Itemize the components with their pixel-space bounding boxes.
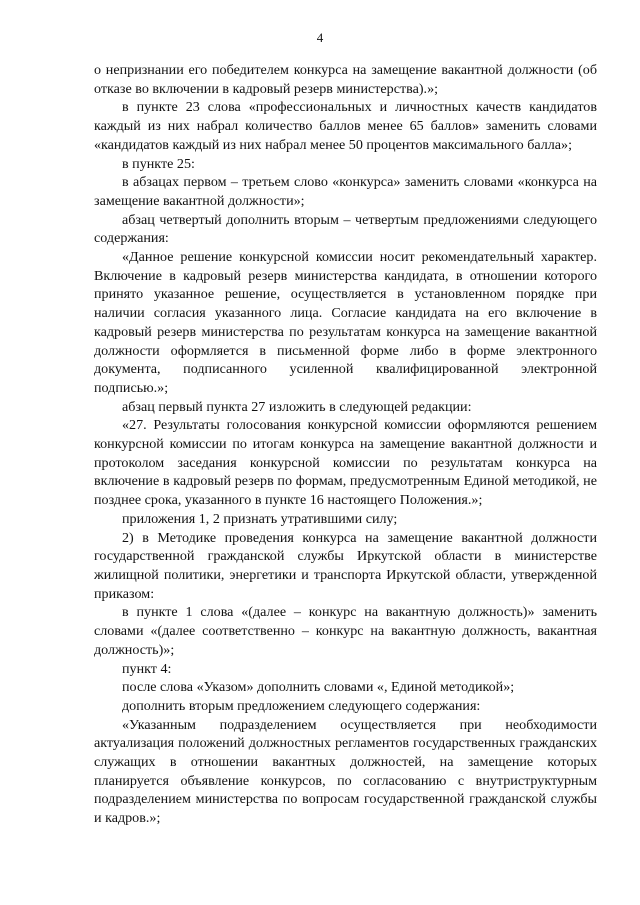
paragraph: «27. Результаты голосования конкурсной комиссии оформляются решением конкурсной комиссии по итогам конкурса на замещение вакантной должности и протоколом заседания конкурсной комиссии по результатам конкурса на включение в кадровый резерв по формам, предусмотренным Единой методикой, не позднее срока, указанного в пункте 16 настоящего Положения.»; (94, 417, 597, 509)
paragraph: приложения 1, 2 признать утратившими силу; (122, 510, 398, 527)
paragraph: абзац первый пункта 27 изложить в следующей редакции: (122, 398, 472, 415)
paragraph: 2) в Методике проведения конкурса на замещение вакантной должности государственной гражданской службы Иркутской области в министерстве жилищной политики, энергетики и транспорта Иркутской области, утвержденной приказом: (94, 529, 597, 602)
paragraph: после слова «Указом» дополнить словами «, Единой методикой»; (122, 679, 515, 696)
paragraph: пункт 4: (122, 660, 172, 677)
paragraph: абзац четвертый дополнить вторым – четвертым предложениями следующего содержания: (94, 211, 597, 247)
paragraph: дополнить вторым предложением следующего содержания: (122, 697, 481, 714)
paragraph: «Указанным подразделением осуществляется при необходимости актуализация положений должностных регламентов государственных гражданских служащих в отношении вакантных должностей, на замещение которых планируется объявление конкурсов, по согласованию с внутриструктурным подразделением министерства по вопросам государственной гражданской службы и кадров.»; (94, 716, 597, 827)
paragraph: о непризнании его победителем конкурса на замещение вакантной должности (об отказе во включении в кадровый резерв министерства).»; (94, 62, 597, 97)
document-body (94, 61, 597, 828)
page-number: 4 (316, 30, 324, 45)
paragraph: в пункте 25: (122, 155, 195, 172)
paragraph: в пункте 1 слова «(далее – конкурс на вакантную должность)» заменить словами «(далее соответственно – конкурс на вакантную должность, вакантная должность)»; (94, 604, 597, 658)
paragraph: в абзацах первом – третьем слово «конкурса» заменить словами «конкурса на замещение вакантной должности»; (94, 174, 597, 209)
paragraph: «Данное решение конкурсной комиссии носит рекомендательный характер. Включение в кадровый резерв министерства кандидата, в отношении которого принято указанное решение, осуществляется в установленном порядке при наличии согласия указанного лица. Согласие кандидата на его включение в кадровый резерв министерства по результатам конкурса на замещение вакантной должности оформляется в письменной форме либо в форме электронного документа, подписанного усиленной квалифицированной электронной подписью.»; (94, 249, 597, 396)
paragraph: в пункте 23 слова «профессиональных и личностных качеств кандидатов каждый из них набрал количество баллов менее 65 баллов» заменить словами «кандидатов каждый из них набрал менее 50 процентов максимального балла»; (94, 99, 597, 153)
